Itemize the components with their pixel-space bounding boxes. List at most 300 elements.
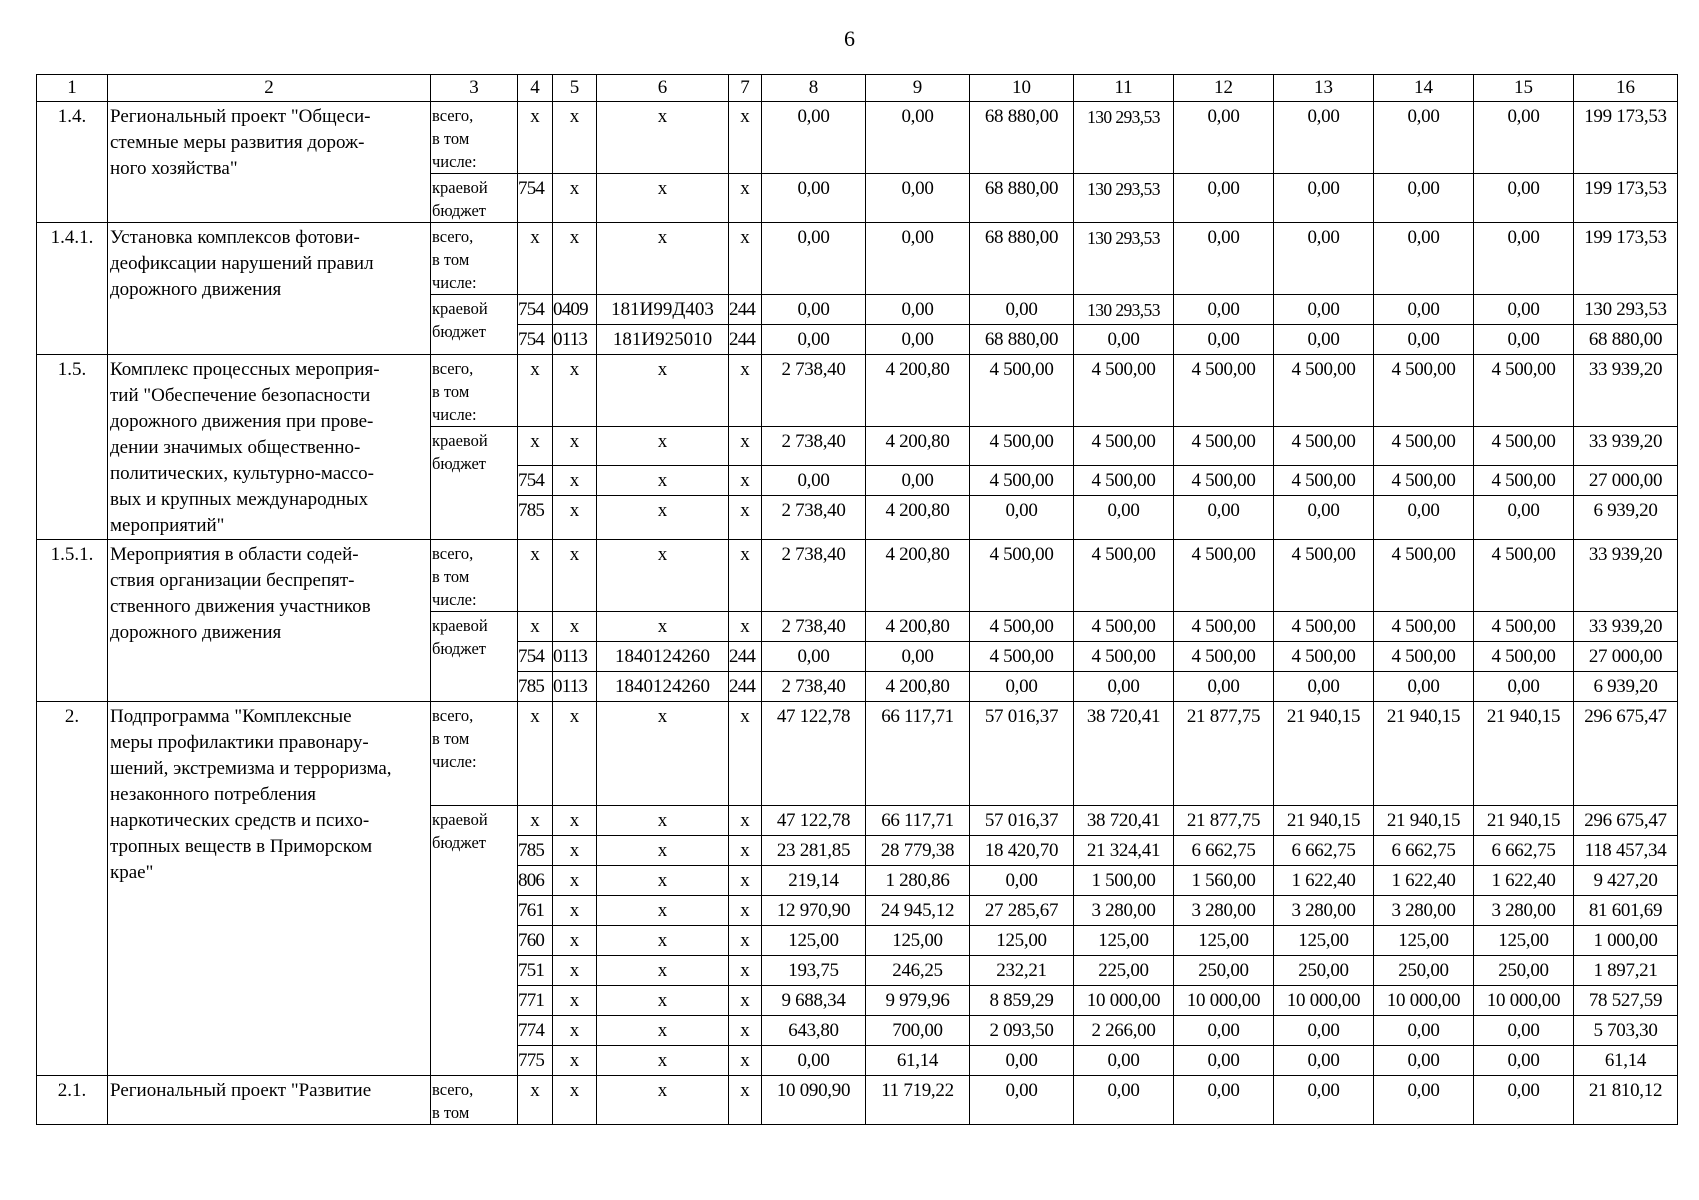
admin-code: 754 — [518, 295, 553, 325]
expense-type-code: 244 — [729, 325, 762, 355]
amount-col-14: 125,00 — [1374, 926, 1474, 956]
admin-code: 806 — [518, 866, 553, 896]
admin-code: 785 — [518, 496, 553, 540]
admin-code: 774 — [518, 1016, 553, 1046]
expense-type-code: x — [729, 702, 762, 806]
amount-col-13: 0,00 — [1274, 1016, 1374, 1046]
section-code: x — [553, 174, 597, 223]
target-article-code: x — [597, 1046, 729, 1076]
amount-col-9: 0,00 — [866, 466, 970, 496]
admin-code: 754 — [518, 642, 553, 672]
budget-table — [36, 74, 1678, 1125]
admin-code: 785 — [518, 672, 553, 702]
section-code: x — [553, 956, 597, 986]
amount-col-13: 10 000,00 — [1274, 986, 1374, 1016]
amount-col-10: 0,00 — [970, 1076, 1074, 1125]
amount-col-10: 0,00 — [970, 866, 1074, 896]
amount-total: 21 810,12 — [1574, 1076, 1678, 1125]
amount-col-14: 0,00 — [1374, 496, 1474, 540]
amount-col-8: 2 738,40 — [762, 427, 866, 466]
amount-col-10: 57 016,37 — [970, 806, 1074, 836]
amount-total: 6 939,20 — [1574, 496, 1678, 540]
amount-total: 81 601,69 — [1574, 896, 1678, 926]
amount-col-15: 3 280,00 — [1474, 896, 1574, 926]
admin-code: x — [518, 427, 553, 466]
amount-col-11: 4 500,00 — [1074, 427, 1174, 466]
amount-col-10: 0,00 — [970, 1046, 1074, 1076]
amount-col-10: 18 420,70 — [970, 836, 1074, 866]
amount-col-9: 125,00 — [866, 926, 970, 956]
section-code: x — [553, 986, 597, 1016]
column-number-15: 15 — [1474, 75, 1574, 102]
amount-col-9: 0,00 — [866, 295, 970, 325]
amount-col-15: 0,00 — [1474, 223, 1574, 295]
column-number-16: 16 — [1574, 75, 1678, 102]
item-name-2-1: Региональный проект "Развитие — [108, 1076, 431, 1125]
amount-col-11: 4 500,00 — [1074, 355, 1174, 427]
amount-col-12: 10 000,00 — [1174, 986, 1274, 1016]
amount-col-9: 700,00 — [866, 1016, 970, 1046]
amount-col-10: 125,00 — [970, 926, 1074, 956]
amount-col-13: 250,00 — [1274, 956, 1374, 986]
column-number-12: 12 — [1174, 75, 1274, 102]
amount-total: 296 675,47 — [1574, 806, 1678, 836]
amount-col-11: 130 293,53 — [1074, 295, 1174, 325]
amount-col-13: 0,00 — [1274, 223, 1374, 295]
target-article-code: x — [597, 427, 729, 466]
amount-col-12: 0,00 — [1174, 102, 1274, 174]
expense-type-code: x — [729, 355, 762, 427]
amount-total: 78 527,59 — [1574, 986, 1678, 1016]
target-article-code: x — [597, 355, 729, 427]
amount-total: 33 939,20 — [1574, 427, 1678, 466]
amount-col-14: 4 500,00 — [1374, 642, 1474, 672]
expense-type-code: x — [729, 866, 762, 896]
amount-col-8: 2 738,40 — [762, 540, 866, 612]
target-article-code: x — [597, 466, 729, 496]
section-code: x — [553, 866, 597, 896]
amount-col-13: 4 500,00 — [1274, 612, 1374, 642]
column-number-2: 2 — [108, 75, 431, 102]
amount-col-10: 27 285,67 — [970, 896, 1074, 926]
section-code: x — [553, 1076, 597, 1125]
column-number-row — [37, 75, 1678, 102]
amount-col-8: 0,00 — [762, 223, 866, 295]
expense-type-code: x — [729, 986, 762, 1016]
item-name-2: Подпрограмма "Комплексные меры профилактики правонару- шений, экстремизма и терроризма, незаконного потребления наркотических средств и психо- тропных веществ в Приморском крае" — [108, 702, 431, 1076]
funding-source-total: всего, в том числе: — [431, 102, 518, 174]
target-article-code: x — [597, 956, 729, 986]
admin-code: x — [518, 102, 553, 174]
item-number-1-4-1: 1.4.1. — [37, 223, 108, 355]
item-name-1-4-1: Установка комплексов фотови- деофиксации нарушений правил дорожного движения — [108, 223, 431, 355]
section-code: x — [553, 702, 597, 806]
amount-col-14: 0,00 — [1374, 672, 1474, 702]
section-code: x — [553, 926, 597, 956]
admin-code: x — [518, 702, 553, 806]
table-row — [37, 102, 1678, 174]
amount-col-14: 4 500,00 — [1374, 612, 1474, 642]
item-name-1-5-1: Мероприятия в области содей- ствия организации беспрепят- ственного движения участников дорожного движения — [108, 540, 431, 702]
funding-source-regional: краевой бюджет — [431, 295, 518, 355]
amount-col-15: 0,00 — [1474, 1076, 1574, 1125]
amount-col-14: 0,00 — [1374, 1076, 1474, 1125]
amount-col-8: 125,00 — [762, 926, 866, 956]
amount-col-10: 0,00 — [970, 295, 1074, 325]
admin-code: x — [518, 223, 553, 295]
section-code: 0113 — [553, 642, 597, 672]
amount-col-15: 0,00 — [1474, 174, 1574, 223]
section-code: x — [553, 102, 597, 174]
target-article-code: x — [597, 612, 729, 642]
amount-col-15: 4 500,00 — [1474, 642, 1574, 672]
amount-col-14: 1 622,40 — [1374, 866, 1474, 896]
amount-col-14: 4 500,00 — [1374, 355, 1474, 427]
amount-col-15: 4 500,00 — [1474, 427, 1574, 466]
amount-col-15: 0,00 — [1474, 496, 1574, 540]
expense-type-code: x — [729, 540, 762, 612]
item-number-1-5-1: 1.5.1. — [37, 540, 108, 702]
amount-col-15: 21 940,15 — [1474, 806, 1574, 836]
expense-type-code: 244 — [729, 672, 762, 702]
amount-col-9: 4 200,80 — [866, 355, 970, 427]
amount-total: 296 675,47 — [1574, 702, 1678, 806]
amount-col-8: 0,00 — [762, 466, 866, 496]
amount-col-9: 4 200,80 — [866, 672, 970, 702]
amount-col-8: 0,00 — [762, 295, 866, 325]
amount-total: 130 293,53 — [1574, 295, 1678, 325]
amount-total: 1 000,00 — [1574, 926, 1678, 956]
amount-col-8: 2 738,40 — [762, 355, 866, 427]
section-code: x — [553, 612, 597, 642]
amount-col-10: 8 859,29 — [970, 986, 1074, 1016]
amount-col-15: 6 662,75 — [1474, 836, 1574, 866]
item-number-2-1: 2.1. — [37, 1076, 108, 1125]
amount-col-15: 4 500,00 — [1474, 612, 1574, 642]
amount-col-10: 0,00 — [970, 496, 1074, 540]
section-code: x — [553, 355, 597, 427]
amount-col-14: 3 280,00 — [1374, 896, 1474, 926]
amount-col-10: 4 500,00 — [970, 466, 1074, 496]
amount-col-14: 21 940,15 — [1374, 806, 1474, 836]
expense-type-code: x — [729, 102, 762, 174]
expense-type-code: x — [729, 427, 762, 466]
amount-col-11: 0,00 — [1074, 672, 1174, 702]
amount-col-8: 0,00 — [762, 325, 866, 355]
target-article-code: x — [597, 926, 729, 956]
amount-col-13: 4 500,00 — [1274, 355, 1374, 427]
column-number-1: 1 — [37, 75, 108, 102]
funding-source-total: всего, в том числе: — [431, 223, 518, 295]
amount-col-14: 0,00 — [1374, 174, 1474, 223]
amount-col-8: 12 970,90 — [762, 896, 866, 926]
amount-col-12: 250,00 — [1174, 956, 1274, 986]
amount-col-9: 28 779,38 — [866, 836, 970, 866]
amount-col-10: 68 880,00 — [970, 325, 1074, 355]
target-article-code: x — [597, 496, 729, 540]
amount-col-13: 3 280,00 — [1274, 896, 1374, 926]
admin-code: 754 — [518, 325, 553, 355]
expense-type-code: x — [729, 223, 762, 295]
amount-col-13: 0,00 — [1274, 672, 1374, 702]
target-article-code: 1840124260 — [597, 642, 729, 672]
column-number-4: 4 — [518, 75, 553, 102]
section-code: x — [553, 466, 597, 496]
expense-type-code: x — [729, 466, 762, 496]
admin-code: x — [518, 1076, 553, 1125]
funding-source-regional: краевой бюджет — [431, 174, 518, 223]
amount-col-11: 130 293,53 — [1074, 102, 1174, 174]
amount-col-11: 0,00 — [1074, 1046, 1174, 1076]
amount-col-11: 0,00 — [1074, 496, 1174, 540]
amount-col-9: 9 979,96 — [866, 986, 970, 1016]
target-article-code: x — [597, 540, 729, 612]
admin-code: 760 — [518, 926, 553, 956]
amount-col-14: 4 500,00 — [1374, 427, 1474, 466]
amount-col-12: 0,00 — [1174, 496, 1274, 540]
column-number-11: 11 — [1074, 75, 1174, 102]
amount-col-11: 38 720,41 — [1074, 702, 1174, 806]
amount-col-9: 61,14 — [866, 1046, 970, 1076]
item-name-1-5: Комплекс процессных мероприя- тий "Обеспечение безопасности дорожного движения при прове- дении значимых общественно- политических, культурно-массо- вых и крупных международных мероприятий" — [108, 355, 431, 540]
amount-col-14: 0,00 — [1374, 295, 1474, 325]
amount-col-15: 0,00 — [1474, 672, 1574, 702]
amount-col-11: 130 293,53 — [1074, 174, 1174, 223]
column-number-7: 7 — [729, 75, 762, 102]
section-code: x — [553, 836, 597, 866]
amount-col-11: 0,00 — [1074, 1076, 1174, 1125]
amount-col-9: 4 200,80 — [866, 496, 970, 540]
target-article-code: x — [597, 836, 729, 866]
amount-col-13: 4 500,00 — [1274, 642, 1374, 672]
admin-code: 775 — [518, 1046, 553, 1076]
amount-col-12: 0,00 — [1174, 672, 1274, 702]
amount-col-13: 0,00 — [1274, 1046, 1374, 1076]
table-row — [37, 355, 1678, 427]
table-row — [37, 540, 1678, 612]
amount-col-13: 4 500,00 — [1274, 427, 1374, 466]
amount-total: 33 939,20 — [1574, 540, 1678, 612]
amount-col-8: 0,00 — [762, 1046, 866, 1076]
funding-source-regional: краевой бюджет — [431, 427, 518, 540]
target-article-code: x — [597, 1076, 729, 1125]
target-article-code: 181И99Д403 — [597, 295, 729, 325]
amount-col-8: 2 738,40 — [762, 612, 866, 642]
amount-col-8: 23 281,85 — [762, 836, 866, 866]
amount-col-9: 4 200,80 — [866, 612, 970, 642]
expense-type-code: x — [729, 926, 762, 956]
expense-type-code: 244 — [729, 642, 762, 672]
admin-code: x — [518, 806, 553, 836]
amount-col-10: 68 880,00 — [970, 102, 1074, 174]
target-article-code: x — [597, 866, 729, 896]
amount-total: 61,14 — [1574, 1046, 1678, 1076]
amount-col-8: 643,80 — [762, 1016, 866, 1046]
column-number-14: 14 — [1374, 75, 1474, 102]
item-number-1-4: 1.4. — [37, 102, 108, 223]
admin-code: 754 — [518, 466, 553, 496]
amount-col-11: 4 500,00 — [1074, 612, 1174, 642]
amount-col-15: 10 000,00 — [1474, 986, 1574, 1016]
expense-type-code: x — [729, 1016, 762, 1046]
item-number-1-5: 1.5. — [37, 355, 108, 540]
funding-source-total: всего, в том числе: — [431, 540, 518, 612]
target-article-code: x — [597, 806, 729, 836]
table-row — [37, 702, 1678, 806]
amount-col-13: 1 622,40 — [1274, 866, 1374, 896]
amount-col-12: 125,00 — [1174, 926, 1274, 956]
amount-total: 199 173,53 — [1574, 223, 1678, 295]
table-row — [37, 1076, 1678, 1125]
amount-col-10: 68 880,00 — [970, 174, 1074, 223]
amount-col-15: 250,00 — [1474, 956, 1574, 986]
amount-col-15: 4 500,00 — [1474, 540, 1574, 612]
amount-col-10: 4 500,00 — [970, 355, 1074, 427]
target-article-code: x — [597, 223, 729, 295]
target-article-code: 1840124260 — [597, 672, 729, 702]
amount-col-12: 6 662,75 — [1174, 836, 1274, 866]
funding-source-regional: краевой бюджет — [431, 612, 518, 702]
amount-col-12: 4 500,00 — [1174, 612, 1274, 642]
amount-col-13: 4 500,00 — [1274, 466, 1374, 496]
column-number-5: 5 — [553, 75, 597, 102]
expense-type-code: x — [729, 836, 762, 866]
funding-source-total: всего, в том числе: — [431, 355, 518, 427]
amount-col-15: 0,00 — [1474, 1046, 1574, 1076]
amount-total: 33 939,20 — [1574, 355, 1678, 427]
amount-col-13: 6 662,75 — [1274, 836, 1374, 866]
amount-col-11: 38 720,41 — [1074, 806, 1174, 836]
amount-col-8: 2 738,40 — [762, 496, 866, 540]
amount-col-12: 4 500,00 — [1174, 642, 1274, 672]
section-code: x — [553, 1016, 597, 1046]
amount-col-14: 21 940,15 — [1374, 702, 1474, 806]
amount-col-12: 4 500,00 — [1174, 355, 1274, 427]
amount-col-9: 66 117,71 — [866, 806, 970, 836]
amount-col-12: 4 500,00 — [1174, 427, 1274, 466]
amount-col-9: 4 200,80 — [866, 540, 970, 612]
amount-col-15: 0,00 — [1474, 325, 1574, 355]
amount-col-12: 21 877,75 — [1174, 702, 1274, 806]
funding-source-total: всего, в том числе: — [431, 702, 518, 806]
amount-col-11: 21 324,41 — [1074, 836, 1174, 866]
amount-col-9: 66 117,71 — [866, 702, 970, 806]
amount-col-14: 0,00 — [1374, 1016, 1474, 1046]
amount-col-14: 250,00 — [1374, 956, 1474, 986]
section-code: 0113 — [553, 672, 597, 702]
admin-code: 785 — [518, 836, 553, 866]
admin-code: 754 — [518, 174, 553, 223]
section-code: x — [553, 1046, 597, 1076]
amount-col-13: 21 940,15 — [1274, 702, 1374, 806]
amount-col-8: 0,00 — [762, 642, 866, 672]
expense-type-code: x — [729, 956, 762, 986]
amount-col-12: 0,00 — [1174, 1016, 1274, 1046]
amount-total: 118 457,34 — [1574, 836, 1678, 866]
amount-col-15: 4 500,00 — [1474, 466, 1574, 496]
expense-type-code: x — [729, 174, 762, 223]
amount-total: 27 000,00 — [1574, 466, 1678, 496]
target-article-code: 181И925010 — [597, 325, 729, 355]
amount-col-8: 47 122,78 — [762, 702, 866, 806]
amount-col-9: 1 280,86 — [866, 866, 970, 896]
amount-col-15: 21 940,15 — [1474, 702, 1574, 806]
amount-col-9: 0,00 — [866, 223, 970, 295]
amount-col-12: 0,00 — [1174, 295, 1274, 325]
amount-col-14: 4 500,00 — [1374, 466, 1474, 496]
amount-col-11: 0,00 — [1074, 325, 1174, 355]
funding-source-total: всего, в том — [431, 1076, 518, 1125]
amount-col-10: 4 500,00 — [970, 427, 1074, 466]
expense-type-code: x — [729, 806, 762, 836]
amount-total: 199 173,53 — [1574, 174, 1678, 223]
amount-total: 6 939,20 — [1574, 672, 1678, 702]
amount-col-14: 0,00 — [1374, 102, 1474, 174]
amount-col-10: 232,21 — [970, 956, 1074, 986]
amount-col-11: 4 500,00 — [1074, 540, 1174, 612]
amount-col-9: 4 200,80 — [866, 427, 970, 466]
target-article-code: x — [597, 1016, 729, 1046]
amount-col-10: 0,00 — [970, 672, 1074, 702]
expense-type-code: x — [729, 496, 762, 540]
funding-source-regional: краевой бюджет — [431, 806, 518, 1076]
amount-col-10: 2 093,50 — [970, 1016, 1074, 1046]
amount-col-14: 0,00 — [1374, 223, 1474, 295]
section-code: 0113 — [553, 325, 597, 355]
amount-col-12: 0,00 — [1174, 223, 1274, 295]
amount-col-13: 125,00 — [1274, 926, 1374, 956]
amount-col-11: 130 293,53 — [1074, 223, 1174, 295]
amount-col-11: 225,00 — [1074, 956, 1174, 986]
column-number-3: 3 — [431, 75, 518, 102]
target-article-code: x — [597, 102, 729, 174]
admin-code: x — [518, 612, 553, 642]
amount-col-13: 4 500,00 — [1274, 540, 1374, 612]
amount-col-10: 4 500,00 — [970, 642, 1074, 672]
amount-col-13: 21 940,15 — [1274, 806, 1374, 836]
amount-col-14: 10 000,00 — [1374, 986, 1474, 1016]
section-code: x — [553, 896, 597, 926]
admin-code: 761 — [518, 896, 553, 926]
amount-col-14: 6 662,75 — [1374, 836, 1474, 866]
amount-total: 9 427,20 — [1574, 866, 1678, 896]
amount-col-13: 0,00 — [1274, 325, 1374, 355]
amount-col-14: 0,00 — [1374, 1046, 1474, 1076]
amount-col-12: 0,00 — [1174, 325, 1274, 355]
amount-col-12: 1 560,00 — [1174, 866, 1274, 896]
page-number: 6 — [844, 26, 855, 51]
amount-total: 68 880,00 — [1574, 325, 1678, 355]
amount-total: 1 897,21 — [1574, 956, 1678, 986]
table-row — [37, 223, 1678, 295]
amount-col-8: 10 090,90 — [762, 1076, 866, 1125]
amount-col-12: 0,00 — [1174, 174, 1274, 223]
amount-col-11: 2 266,00 — [1074, 1016, 1174, 1046]
amount-col-10: 4 500,00 — [970, 540, 1074, 612]
amount-col-8: 9 688,34 — [762, 986, 866, 1016]
expense-type-code: 244 — [729, 295, 762, 325]
amount-col-8: 0,00 — [762, 102, 866, 174]
amount-col-13: 0,00 — [1274, 102, 1374, 174]
expense-type-code: x — [729, 1076, 762, 1125]
target-article-code: x — [597, 896, 729, 926]
amount-col-11: 4 500,00 — [1074, 642, 1174, 672]
amount-total: 27 000,00 — [1574, 642, 1678, 672]
target-article-code: x — [597, 986, 729, 1016]
section-code: x — [553, 540, 597, 612]
amount-col-11: 10 000,00 — [1074, 986, 1174, 1016]
section-code: x — [553, 427, 597, 466]
